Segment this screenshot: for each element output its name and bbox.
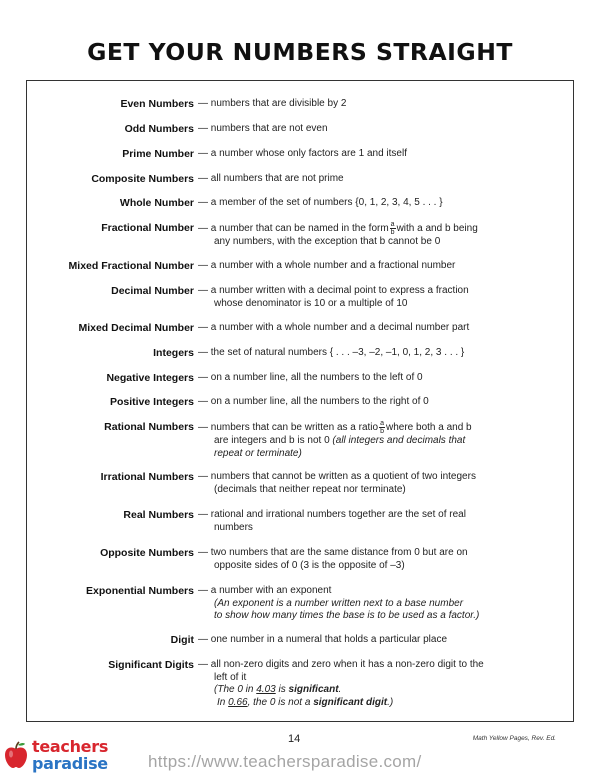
def-whole-number: — a member of the set of numbers {0, 1, 2, 3, 4, 5 . . . }: [198, 197, 443, 208]
def-irrational-numbers: — numbers that cannot be written as a quotient of two integers (decimals that neither repeat nor terminate): [198, 471, 476, 495]
def-odd-numbers: — numbers that are not even: [198, 123, 328, 134]
def-positive-integers: — on a number line, all the numbers to the right of 0: [198, 396, 429, 407]
term-opposite-numbers: Opposite Numbers: [100, 547, 194, 559]
term-even-numbers: Even Numbers: [120, 98, 194, 110]
term-mixed-fractional-number: Mixed Fractional Number: [68, 260, 194, 272]
term-composite-numbers: Composite Numbers: [91, 173, 194, 185]
term-prime-number: Prime Number: [122, 148, 194, 160]
fraction-a-over-b: $\frac{a}{b}$: [390, 221, 395, 236]
def-mixed-fractional-number: — a number with a whole number and a fractional number: [198, 260, 456, 271]
page-number: 14: [288, 733, 301, 745]
term-digit: Digit: [170, 634, 194, 646]
website-url[interactable]: https://www.teachersparadise.com/: [148, 752, 422, 771]
def-composite-numbers: — all numbers that are not prime: [198, 173, 344, 184]
teachers-paradise-logo[interactable]: [0, 737, 130, 776]
def-prime-number: — a number whose only factors are 1 and itself: [198, 148, 407, 159]
term-integers: Integers: [153, 347, 194, 359]
term-mixed-decimal-number: Mixed Decimal Number: [78, 322, 194, 334]
term-rational-numbers: Rational Numbers: [104, 421, 194, 433]
def-negative-integers: — on a number line, all the numbers to the left of 0: [198, 372, 423, 383]
def-mixed-decimal-number: — a number with a whole number and a decimal number part: [198, 322, 470, 333]
apple-icon: [3, 741, 29, 769]
term-negative-integers: Negative Integers: [106, 372, 194, 384]
fraction-a-over-b: $\frac{a}{b}$: [380, 420, 384, 435]
term-significant-digits: Significant Digits: [108, 659, 194, 671]
logo-word-paradise: paradise: [32, 754, 108, 773]
term-real-numbers: Real Numbers: [123, 509, 194, 521]
def-significant-digits: — all non-zero digits and zero when it has a non-zero digit to the left of it (The 0 in 4.03 is significant. In 0.66, the 0 is not a significant digit.): [198, 659, 484, 708]
def-fractional-number: — a number that can be named in the form $\frac{a}{b}$ with a and b being any numbers, with the exception that b cannot be 0: [198, 221, 478, 247]
term-fractional-number: Fractional Number: [101, 222, 194, 234]
def-exponential-numbers: — a number with an exponent (An exponent is a number written next to a base number to show how many times the base is to be used as a factor.): [198, 585, 480, 622]
def-rational-numbers: — numbers that can be written as a ratio $\frac{a}{b}$ where both a and b are integers and b is not 0 (all integers and decimals that repeat or terminate): [198, 420, 472, 459]
logo-word-teachers: teachers: [32, 737, 109, 756]
def-real-numbers: — rational and irrational numbers together are the set of real numbers: [198, 509, 466, 533]
term-irrational-numbers: Irrational Numbers: [100, 471, 194, 483]
term-odd-numbers: Odd Numbers: [124, 123, 194, 135]
term-whole-number: Whole Number: [119, 197, 194, 209]
def-opposite-numbers: — two numbers that are the same distance from 0 but are on opposite sides of 0 (3 is the opposite of –3): [198, 547, 468, 571]
def-even-numbers: — numbers that are divisible by 2: [198, 98, 347, 109]
def-digit: — one number in a numeral that holds a particular place: [198, 634, 448, 645]
book-credit: Math Yellow Pages, Rev. Ed.: [472, 735, 556, 742]
term-decimal-number: Decimal Number: [111, 285, 194, 297]
term-positive-integers: Positive Integers: [109, 396, 194, 408]
term-exponential-numbers: Exponential Numbers: [86, 585, 194, 597]
def-integers: — the set of natural numbers { . . . –3, –2, –1, 0, 1, 2, 3 . . . }: [198, 347, 465, 358]
def-decimal-number: — a number written with a decimal point to express a fraction whose denominator is 10 or a multiple of 10: [198, 285, 469, 309]
page-title: GET YOUR NUMBERS STRAIGHT: [87, 38, 513, 66]
